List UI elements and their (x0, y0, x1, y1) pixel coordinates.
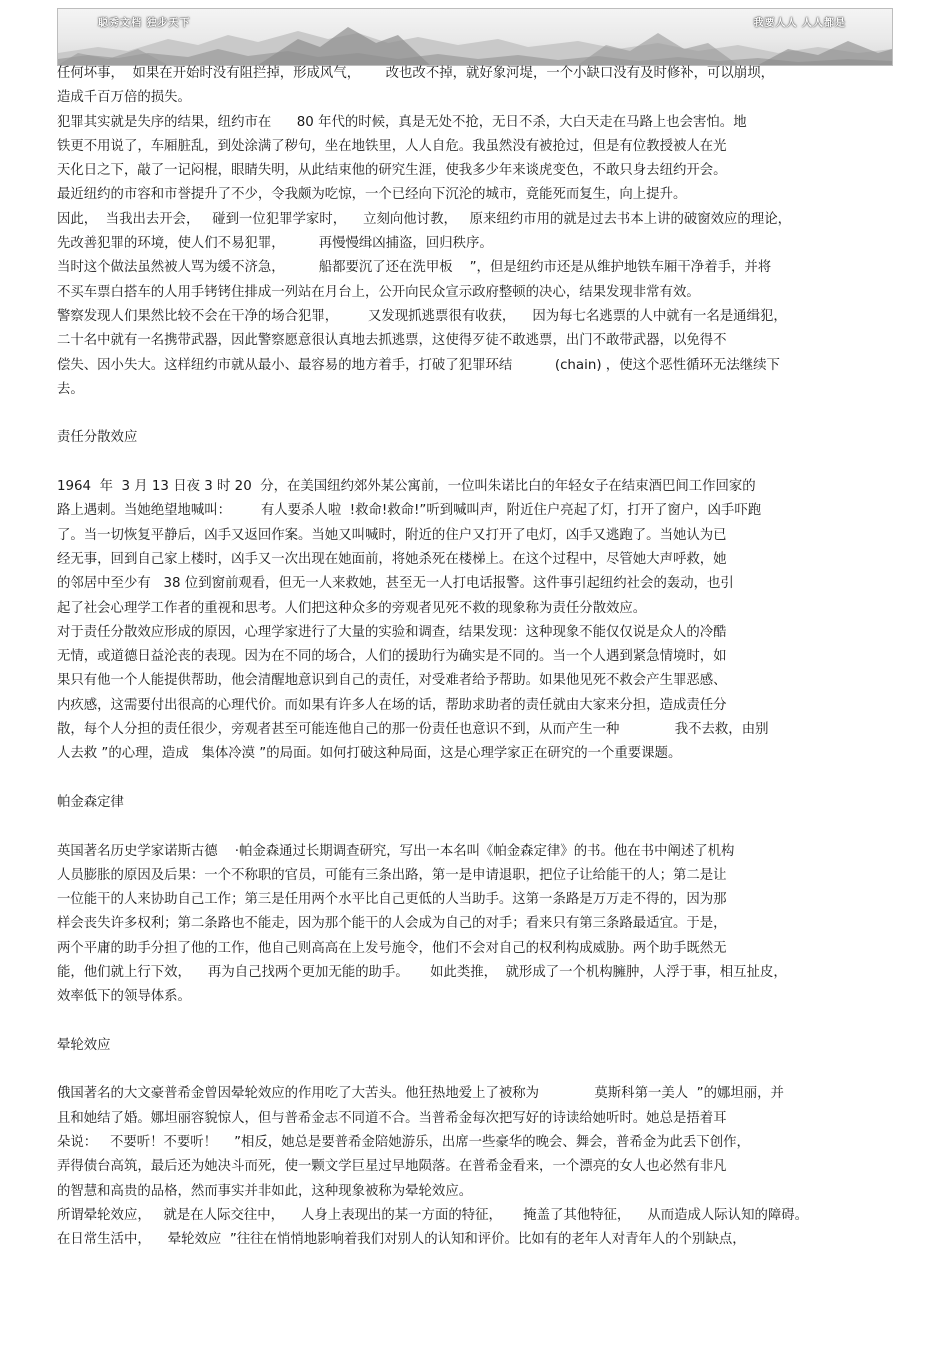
section-broken-windows (57, 62, 892, 402)
paragraph-line: 所谓晕轮效应， 就是在人际交往中， 人身上表现出的某一方面的特征， 掩盖了其他特征， 从而造成人际认知的障碍。 (57, 1207, 809, 1223)
paragraph-line: 了。当一切恢复平静后，凶手又返回作案。当她又叫喊时，附近的住户又打开了电灯，凶手又逃跑了。当她认为已 (57, 527, 727, 543)
paragraph-line: 弄得债台高筑，最后还为她决斗而死，使一颗文学巨星过早地陨落。在普希金看来，一个漂亮的女人也必然有非凡 (57, 1159, 727, 1175)
paragraph-line: 一位能干的人来协助自己工作；第三是任用两个水平比自己更低的人当助手。这第一条路是万万走不得的，因为那 (57, 892, 727, 908)
paragraph-line: 果只有他一个人能提供帮助，他会清醒地意识到自己的责任，对受难者给予帮助。如果他见死不救会产生罪恶感、 (57, 673, 727, 689)
paragraph-line: 不买车票白搭车的人用手铐铐住排成一列站在月台上，公开向民众宣示政府整顿的决心，结果发现非常有效。 (57, 284, 700, 300)
paragraph-line: 散，每个人分担的责任很少，旁观者甚至可能连他自己的那一份责任也意识不到，从而产生一种 我不去救，由别 (57, 722, 769, 738)
section-halo-effect (57, 1082, 892, 1252)
section-heading: 晕轮效应 (57, 1037, 111, 1053)
paragraph-line: 内疚感，这需要付出很高的心理代价。而如果有许多人在场的话，帮助求助者的责任就由大家来分担，造成责任分 (57, 697, 727, 713)
paragraph-line: 朵说： 不要听！不要听！ ”相反，她总是要普希金陪她游乐，出席一些豪华的晚会、舞会，普希金为此丢下创作， (57, 1135, 750, 1151)
paragraph-line: 起了社会心理学工作者的重视和思考。人们把这种众多的旁观者见死不救的现象称为责任分散效应。 (57, 600, 647, 616)
paragraph-line: 最近纽约的市容和市誉提升了不少，令我颇为吃惊，一个已经向下沉沦的城市，竟能死而复生，向上提升。 (57, 187, 687, 203)
paragraph-line: 对于责任分散效应形成的原因，心理学家进行了大量的实验和调查，结果发现：这种现象不能仅仅说是众人的冷酷 (57, 624, 727, 640)
paragraph-line: 天化日之下，敲了一记闷棍，眼睛失明，从此结束他的研究生涯，使我多少年来谈虎变色，不敢只身去纽约开会。 (57, 163, 727, 179)
paragraph-line: 去。 (57, 381, 84, 397)
section-heading: 责任分散效应 (57, 430, 138, 446)
banner-left-text: 聪秀文档 独步天下 (98, 18, 191, 29)
section-diffusion-of-responsibility (57, 475, 892, 767)
paragraph-line: 在日常生活中， 晕轮效应 ”往往在悄悄地影响着我们对别人的认知和评价。比如有的老年人对青年人的个别缺点， (57, 1232, 746, 1248)
paragraph-line: 铁更不用说了，车厢脏乱，到处涂满了秽句，坐在地铁里，人人自危。我虽然没有被抢过，但是有位教授被人在光 (57, 138, 727, 154)
paragraph-line: 的邻居中至少有 38 位到窗前观看，但无一人来救她，甚至无一人打电话报警。这件事引起纽约社会的轰动，也引 (57, 576, 734, 592)
paragraph-line: 样会丧失许多权利；第二条路也不能走，因为那个能干的人会成为自己的对手；看来只有第三条路最适宜。于是， (57, 916, 727, 932)
paragraph-line: 造成千百万倍的损失。 (57, 90, 191, 106)
section-parkinsons-law (57, 840, 892, 1010)
paragraph-line: 警察发现人们果然比较不会在干净的场合犯罪， 又发现抓逃票很有收获， 因为每七名逃票的人中就有一名是通缉犯， (57, 308, 787, 324)
paragraph-line: 路上遇刺。当她绝望地喊叫： 有人要杀人啦 !救命!救命!”听到喊叫声，附近住户亮起了灯，打开了窗户，凶手吓跑 (57, 503, 762, 519)
section-heading: 帕金森定律 (57, 794, 124, 810)
banner-right-text: 我要人人 人人都是 (753, 18, 846, 29)
paragraph-line: 俄国著名的大文豪普希金曾因晕轮效应的作用吃了大苦头。他狂热地爱上了被称为 莫斯科第一美人 ”的娜坦丽，并 (57, 1086, 784, 1102)
paragraph-line: 人员膨胀的原因及后果：一个不称职的官员，可能有三条出路，第一是申请退职，把位子让给能干的人；第二是让 (57, 867, 727, 883)
paragraph-line: 犯罪其实就是失序的结果，纽约市在 80 年代的时候，真是无处不抢，无日不杀，大白天走在马路上也会害怕。地 (57, 114, 747, 130)
paragraph-line: 能，他们就上行下效， 再为自己找两个更加无能的助手。 如此类推， 就形成了一个机构臃肿，人浮于事，相互扯皮， (57, 964, 787, 980)
paragraph-line: 效率低下的领导体系。 (57, 989, 191, 1005)
paragraph-line: 经无事，回到自己家上楼时，凶手又一次出现在她面前，将她杀死在楼梯上。在这个过程中，尽管她大声呼救，她 (57, 551, 727, 567)
paragraph-line: 的智慧和高贵的品格，然而事实并非如此，这种现象被称为晕轮效应。 (57, 1183, 473, 1199)
paragraph-line: 且和她结了婚。娜坦丽容貌惊人，但与普希金志不同道不合。当普希金每次把写好的诗读给她听时。她总是捂着耳 (57, 1110, 727, 1126)
paragraph-line: 人去救 ”的心理，造成 集体冷漠 ”的局面。如何打破这种局面，这是心理学家正在研究的一个重要课题。 (57, 746, 682, 762)
paragraph-line: 二十名中就有一名携带武器，因此警察愿意很认真地去抓逃票，这使得歹徒不敢逃票，出门不敢带武器，以免得不 (57, 333, 727, 349)
paragraph-line: 任何坏事， 如果在开始时没有阻拦掉，形成风气， 改也改不掉，就好象河堤，一个小缺口没有及时修补，可以崩坝， (57, 66, 774, 81)
paragraph-line: 先改善犯罪的环境，使人们不易犯罪， 再慢慢缉凶捕盗，回归秩序。 (57, 236, 493, 252)
paragraph-line: 偿失、因小失大。这样纽约市就从最小、最容易的地方着手，打破了犯罪环结 (chain) ，使这个恶性循环无法继续下 (57, 357, 780, 373)
document-body (57, 62, 892, 1253)
paragraph-line: 英国著名历史学家诺斯古德 ·帕金森通过长期调查研究，写出一本名叫《帕金森定律》的书。他在书中阐述了机构 (57, 843, 735, 859)
header-banner (57, 8, 893, 66)
paragraph-line: 因此， 当我出去开会， 碰到一位犯罪学家时， 立刻向他讨教， 原来纽约市用的就是过去书本上讲的破窗效应的理论， (57, 211, 791, 227)
paragraph-line: 当时这个做法虽然被人骂为缓不济急， 船都要沉了还在洗甲板 ”，但是纽约市还是从维护地铁车厢干净着手，并将 (57, 260, 772, 276)
paragraph-line: 两个平庸的助手分担了他的工作，他自己则高高在上发号施令，他们不会对自己的权利构成威胁。两个助手既然无 (57, 940, 727, 956)
paragraph-line: 1964 年 3 月 13 日夜 3 时 20 分，在美国纽约郊外某公寓前，一位叫朱诺比白的年轻女子在结束酒巴间工作回家的 (57, 479, 756, 495)
paragraph-line: 无情，或道德日益沦丧的表现。因为在不同的场合，人们的援助行为确实是不同的。当一个人遇到紧急情境时，如 (57, 649, 727, 665)
